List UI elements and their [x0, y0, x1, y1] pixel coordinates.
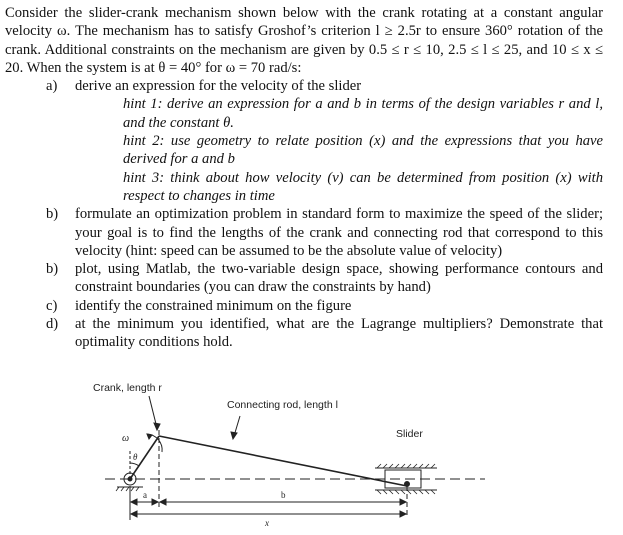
item-label: d): [46, 316, 59, 333]
rod-label: Connecting rod, length l: [227, 399, 338, 411]
dim-b-left-arrow: [160, 499, 166, 505]
item-text: identify the constrained minimum on the figure: [75, 297, 352, 314]
slider-pin: [405, 482, 410, 487]
intro-paragraph: Consider the slider-crank mechanism shown below with the crank rotating at a constant angular velocity ω. The mechanism has to satisfy Groshof’s criterion l ≥ 2.5r to ensure 360° rotation of the crank. Additional constraints on the mechanism are given by 0.5 ≤ r ≤ 10, 2.5 ≤ l ≤ 25, and 10 ≤ x ≤ 20. When the system is at θ = 40° for ω = 70 rad/s:: [5, 5, 603, 76]
item-text: formulate an optimization problem in standard form to maximize the speed of the slider; your goal is to find the lengths of the crank and connecting rod that correspond to this velocity (hint: speed can be assumed to be the absolute value of velocity): [75, 206, 603, 259]
item-b: [5, 205, 603, 260]
b-symbol: b: [281, 490, 286, 500]
rod-pointer-head: [231, 432, 237, 439]
theta-arc: [130, 463, 139, 466]
dim-x-right-arrow: [400, 511, 406, 517]
slider-crank-figure: [85, 378, 505, 533]
dim-a-right-arrow: [152, 499, 158, 505]
item-label: c): [46, 297, 58, 314]
problem-statement: [5, 4, 603, 352]
item-c: [5, 297, 603, 315]
item-label: a): [46, 78, 58, 95]
a-symbol: a: [143, 490, 147, 500]
item-b2: [5, 260, 603, 297]
theta-symbol: θ: [133, 452, 138, 462]
crank-label: Crank, length r: [93, 382, 162, 394]
hint-3: hint 3: think about how velocity (v) can be determined from position (x) with respect to changes in time: [123, 169, 603, 204]
crank-ground-hatch: [116, 487, 139, 491]
hint-1: hint 1: derive an expression for a and b in terms of the design variables r and l, and the constant θ.: [123, 96, 603, 131]
omega-symbol: ω: [122, 433, 130, 444]
item-text: at the minimum you identified, what are the Lagrange multipliers? Demonstrate that optimality conditions hold.: [75, 316, 603, 351]
x-symbol: x: [265, 518, 269, 528]
item-label: b): [46, 261, 59, 278]
hint-list: [5, 95, 603, 205]
dim-a-left-arrow: [131, 499, 137, 505]
dim-x-left-arrow: [131, 511, 137, 517]
omega-arrowhead: [147, 434, 152, 439]
item-label: b): [46, 206, 59, 223]
slider-label: Slider: [396, 428, 423, 440]
item-text: plot, using Matlab, the two-variable design space, showing performance contours and constraint boundaries (you can draw the constraints by hand): [75, 261, 603, 296]
item-a: [5, 77, 603, 95]
item-d: [5, 315, 603, 352]
item-text: derive an expression for the velocity of the slider: [75, 78, 362, 95]
crank-pointer-head: [154, 423, 160, 430]
dim-b-right-arrow: [400, 499, 406, 505]
hint-2: hint 2: use geometry to relate position (x) and the expressions that you have derived for a and b: [123, 133, 603, 168]
